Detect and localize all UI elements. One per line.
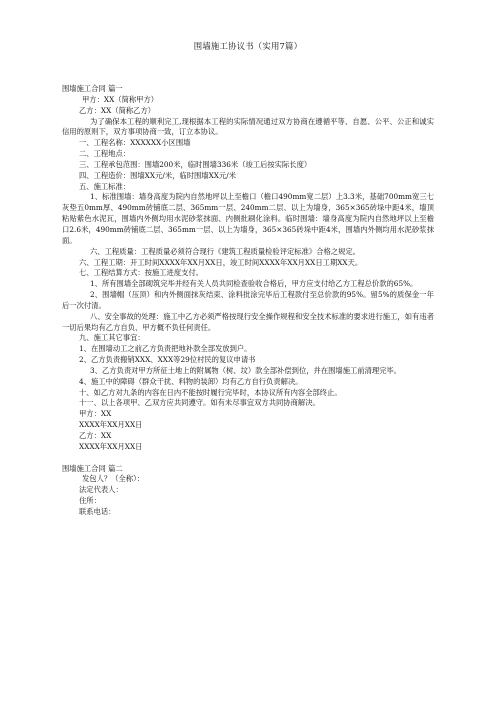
section-heading-2: 围墙施工合同 篇二 bbox=[62, 463, 123, 473]
construction-standard-heading: 五、施工标准： bbox=[79, 181, 131, 191]
payment-clause-1: 1、所有围墙全部砌筑完毕并经有关人员共同检查验收合格后，甲方应支付给乙方工程总价款的65%。 bbox=[90, 279, 418, 289]
address-line: 住所： bbox=[79, 496, 101, 506]
section-heading: 围墙施工合同 篇一 bbox=[62, 84, 123, 93]
signature-party-b: 乙方：XX bbox=[79, 431, 112, 440]
document-title: 围墙施工协议书（实用7篇） bbox=[193, 41, 303, 51]
other-matter-1: 1、在围墙动工之前乙方负责把地补款全部发放到户。 bbox=[79, 344, 252, 354]
project-location: 二、工程地点： bbox=[79, 149, 131, 159]
legal-representative-line: 法定代表人： bbox=[79, 485, 123, 495]
contractor-line: 发包人？（全称）： bbox=[82, 474, 145, 484]
safety-clause: 八、安全事故的处理：施工中乙方必须严格按现行安全操作规程和安全技术标准的要求进行施工，如有违者一切后果均有乙方自负、甲方概不负任何责任。 bbox=[62, 311, 434, 332]
other-matter-2: 2、乙方负责搬销XXX、XXX等29位村民的复议申请书 bbox=[79, 355, 256, 365]
settlement-heading: 七、工程结算方式：按施工进度支付。 bbox=[79, 268, 204, 278]
construction-standard-text: 1、标准围墙：墙身高度为院内自然地坪以上至檐口（檐口490mm宽二层）上3.3米，基础700mm宽三七灰垫五0mm厚、490mm砖铺底二层、365mm一层、240mm二层、以上为墙身，365×365砖垛中距4米，墙顶粘贴紫色水泥瓦，围墙内外侧均用水泥砂浆抹面、内侧批刷化涂料。临时围墙：墙身高度为院内自然地坪以上至檐口2.6米，490mm砖铺底二层、365mm一层、以上为墙身，365×365砖垛中距4米，围墙内外侧均用水泥砂浆抹面。 bbox=[62, 192, 434, 245]
project-cost: 四、工程造价：围墙XX元/米，临时围墙XX元/米 bbox=[79, 170, 237, 180]
other-matter-4: 4、施工中的障碍（群众干扰、料物的装卸）均有乙方自行负责解决。 bbox=[79, 376, 303, 386]
date-party-a: XXXX年XX月XX日 bbox=[79, 420, 143, 430]
termination-clause: 十、如乙方对九条的内容在日内不能按时履行完毕时，本协议所有内容全部终止。 bbox=[79, 387, 342, 397]
other-matters-heading: 九、施工其它事宜： bbox=[79, 333, 145, 343]
project-scope: 三、工程承包范围：围墙200米，临时围墙336米（竣工后按实际长度） bbox=[79, 159, 312, 169]
document-body bbox=[62, 84, 434, 518]
payment-clause-2: 2、围墙帽（压顶）和内外侧面抹灰结束、涂料批涂完毕后工程款付至总价款的95%。留5%的质保金一年后一次付清。 bbox=[62, 290, 434, 310]
other-matter-3: 3、乙方负责对甲方所征土地上的附属物（树、坟）款全部补偿到位，并在围墙施工前清理完毕。 bbox=[90, 365, 402, 375]
party-a-line: 甲方：XX（简称甲方） bbox=[82, 94, 159, 104]
signature-party-a: 甲方：XX bbox=[79, 409, 112, 419]
compliance-clause: 十一、以上各项甲、乙双方应共同遵守。如有未尽事宜双方共同协商解决。 bbox=[79, 398, 320, 408]
date-party-b: XXXX年XX月XX日 bbox=[79, 441, 143, 451]
phone-line: 联系电话： bbox=[79, 506, 116, 516]
intro-paragraph: 为了确保本工程的顺利完工,现根据本工程的实际情况通过双方协商在遵循平等、自愿、公平、公正和诚实信用的原则下，双方事项协商一致，订立本协议。 bbox=[62, 116, 434, 137]
project-name: 一、工程名称：XXXXXX小区围墙 bbox=[79, 138, 191, 148]
schedule-clause: 六、工程工期：开工时间XXXX年XX月XX日，竣工时间XXXX年XX月XX日工期XX天。 bbox=[79, 257, 363, 267]
party-b-line: 乙方：XX（简称乙方） bbox=[79, 105, 156, 115]
quality-clause: 六、工程质量：工程质量必须符合现行《建筑工程质量检验评定标准》合格之规定。 bbox=[90, 246, 360, 256]
